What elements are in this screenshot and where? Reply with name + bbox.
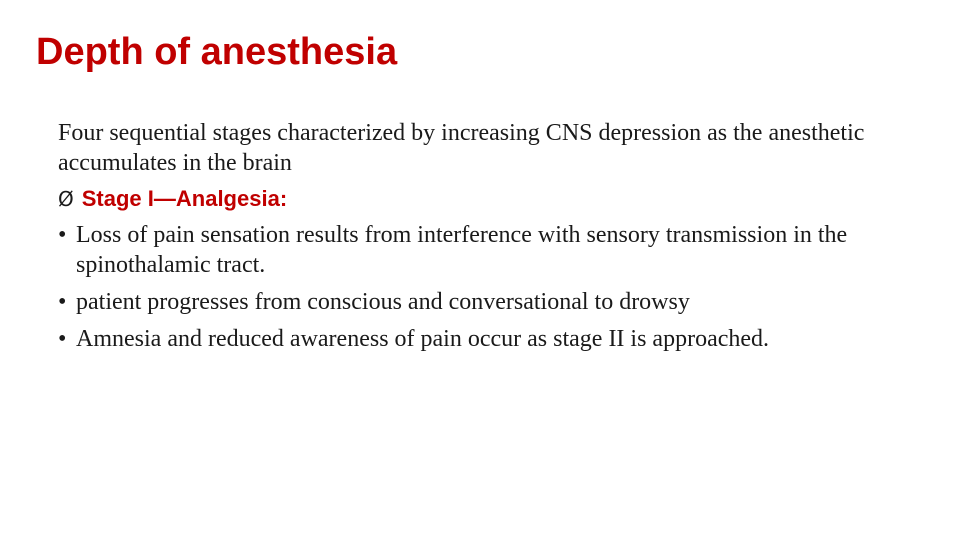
intro-text: Four sequential stages characterized by increasing CNS depression as the anesthetic accumulates in the brain — [58, 120, 865, 176]
bullet-list — [58, 220, 918, 354]
slide-body — [58, 118, 918, 361]
list-item-text: Loss of pain sensation results from interference with sensory transmission in the spinothalamic tract. — [76, 222, 848, 278]
list-item — [58, 324, 918, 354]
stage-heading-label: Stage I—Analgesia: — [81, 186, 288, 211]
slide-title: Depth of anesthesia — [36, 31, 398, 73]
bullet-dot-icon: • — [58, 326, 67, 352]
list-item-text: Amnesia and reduced awareness of pain occur as stage II is approached. — [76, 326, 770, 352]
list-item — [58, 220, 918, 280]
list-item — [58, 287, 918, 317]
stage-heading — [58, 184, 918, 214]
bullet-dot-icon: • — [58, 222, 67, 248]
bullet-dot-icon: • — [58, 289, 67, 315]
list-item-text: patient progresses from conscious and conversational to drowsy — [76, 289, 690, 315]
arrow-bullet-icon: Ø — [58, 187, 74, 211]
